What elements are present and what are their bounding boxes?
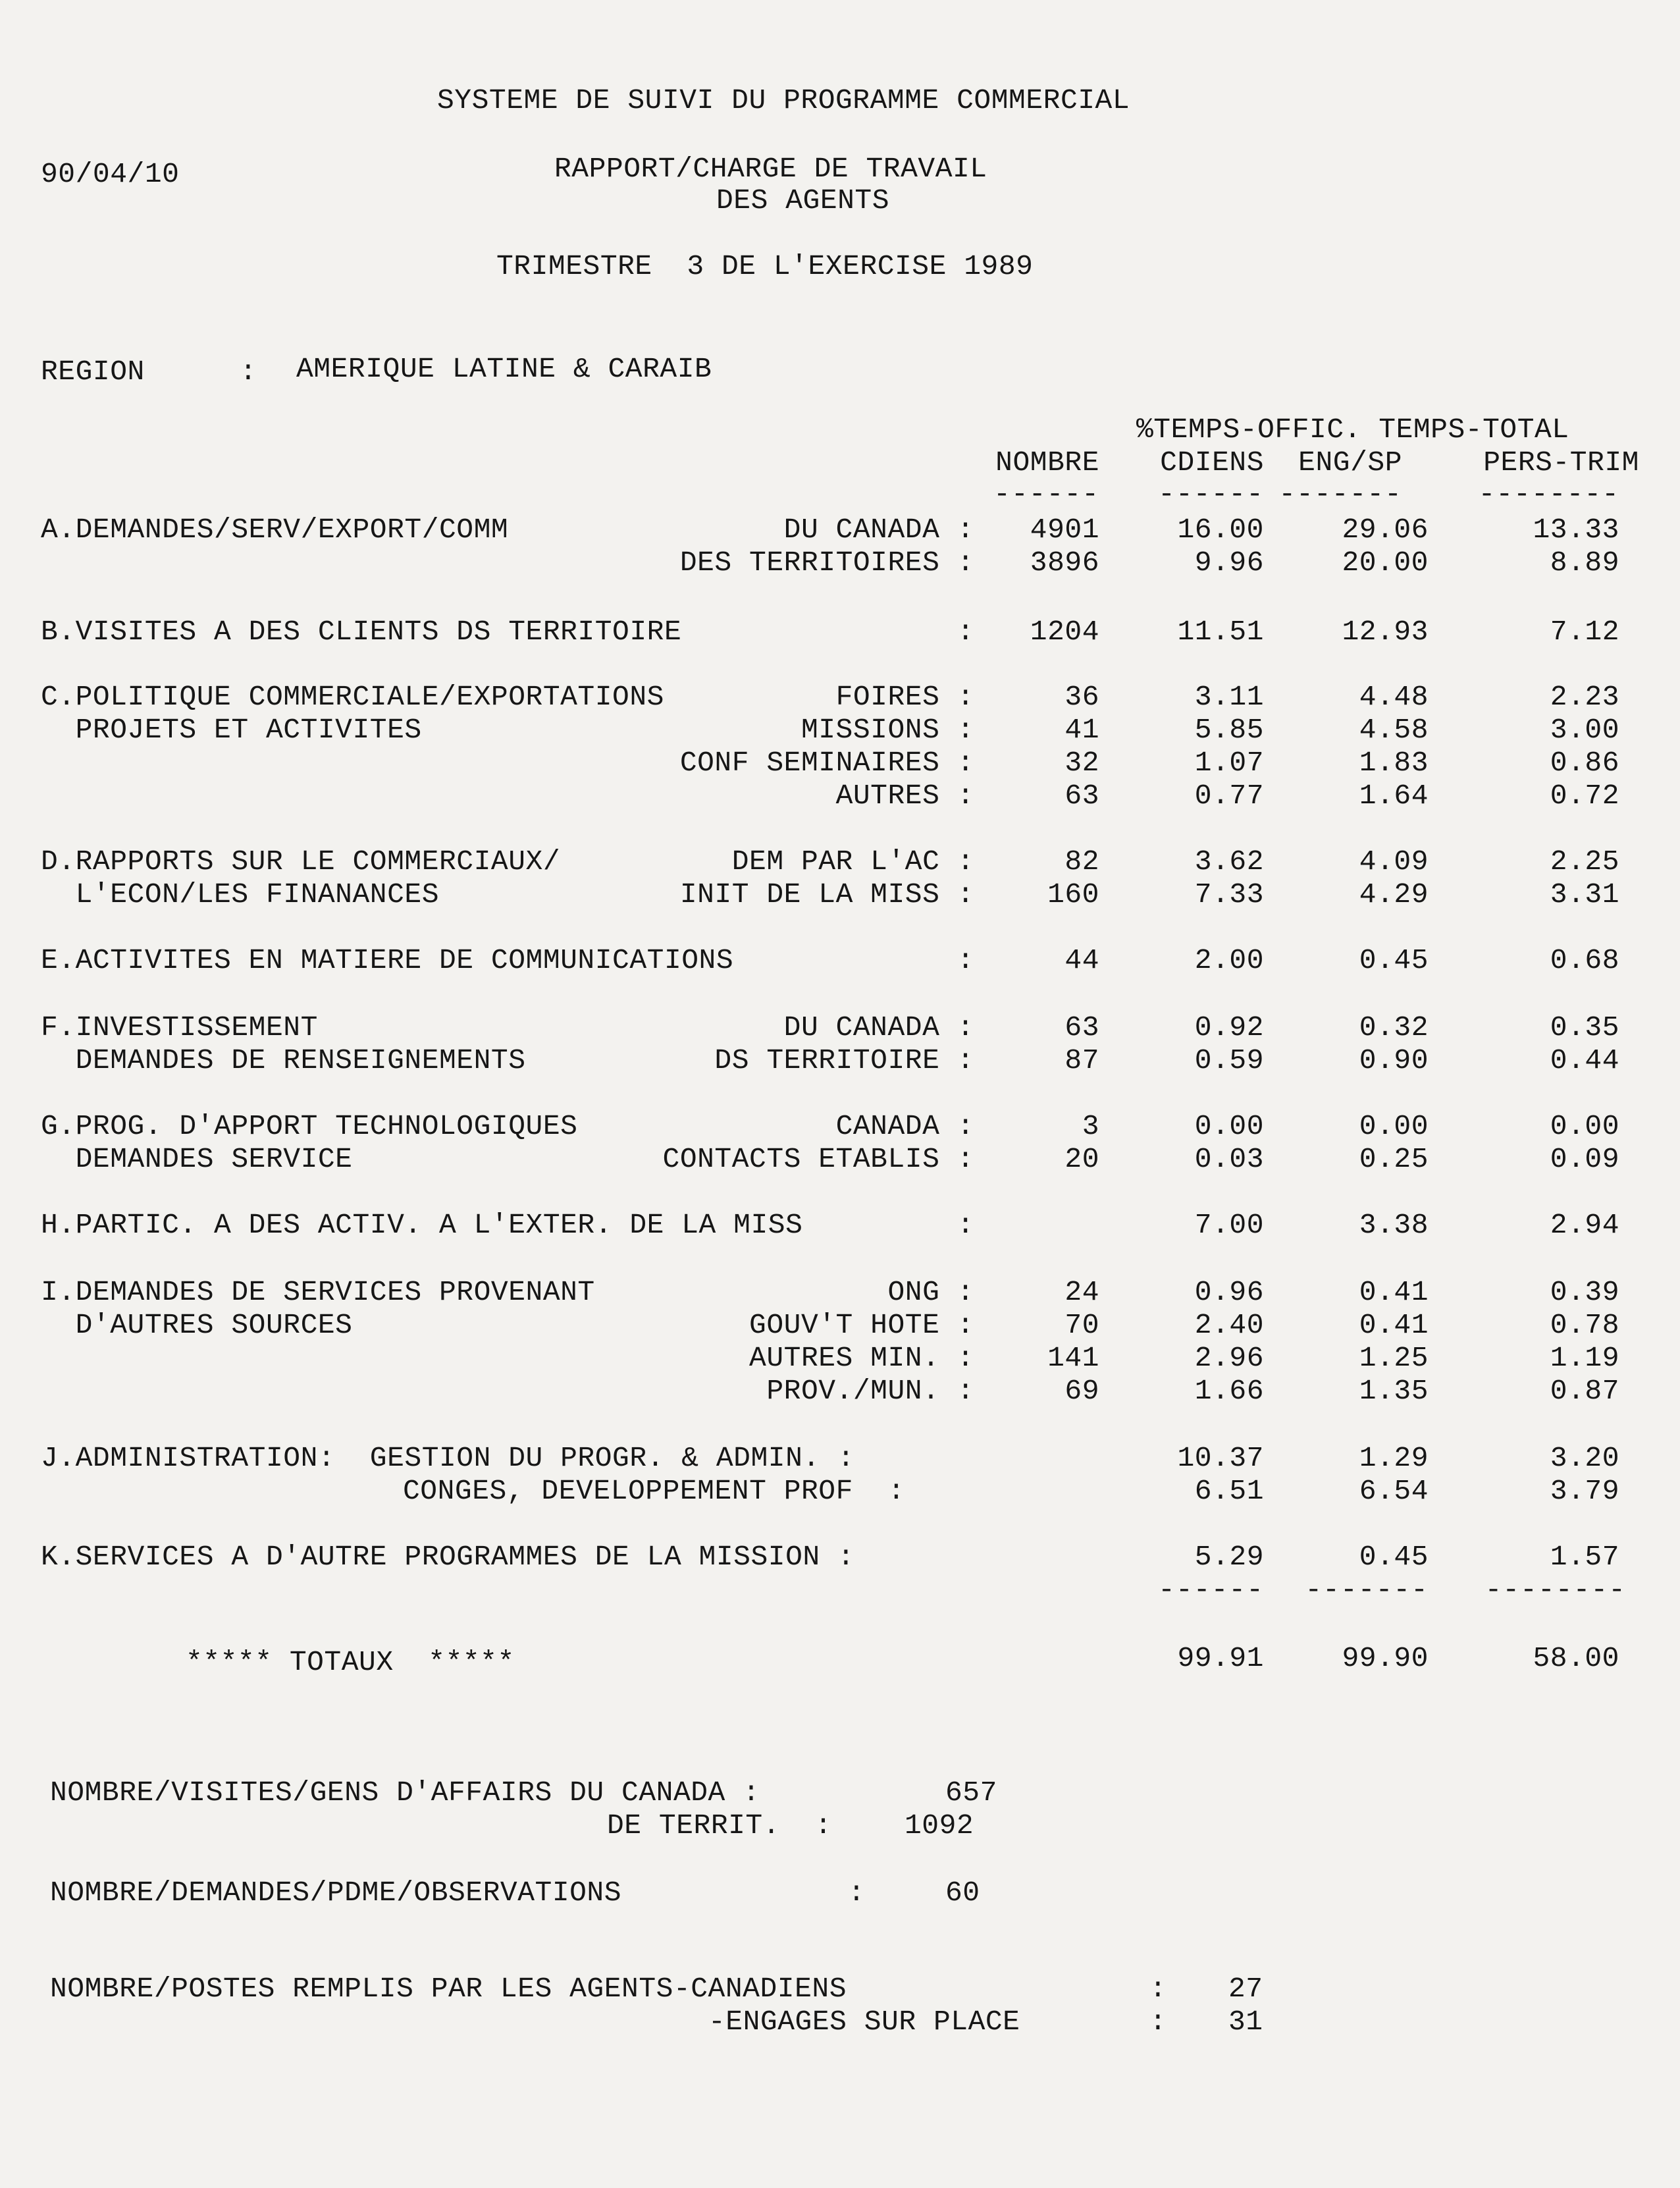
visites-territ-label: DE TERRIT. : <box>607 1809 832 1842</box>
row-eng-sp: 12.93 <box>1342 616 1429 648</box>
row-nombre: 44 <box>1064 944 1099 976</box>
region-value: AMERIQUE LATINE & CARAIB <box>296 353 712 385</box>
demandes-separator: : <box>848 1877 866 1909</box>
postes-engages-value: 31 <box>1228 2006 1263 2038</box>
row-pers-trim: 0.68 <box>1550 944 1619 976</box>
row-eng-sp: 1.64 <box>1359 780 1429 812</box>
row-eng-sp: 0.25 <box>1359 1143 1429 1175</box>
row-sublabel: GOUV'T HOTE : <box>749 1309 974 1341</box>
row-cdiens: 0.59 <box>1194 1044 1264 1077</box>
row-cdiens: 16.00 <box>1177 514 1264 546</box>
row-sublabel: CONTACTS ETABLIS : <box>662 1143 974 1175</box>
row-cdiens: 0.03 <box>1194 1143 1264 1175</box>
row-cdiens: 0.92 <box>1194 1011 1264 1044</box>
totals-rule: ------- <box>1305 1574 1429 1606</box>
row-sublabel: AUTRES : <box>835 780 974 812</box>
row-pers-trim: 0.09 <box>1550 1143 1619 1175</box>
report-title-line2: DES AGENTS <box>716 184 890 217</box>
row-eng-sp: 0.45 <box>1359 944 1429 976</box>
row-nombre: 1204 <box>1030 616 1099 648</box>
column-eng-sp: ENG/SP <box>1298 446 1402 479</box>
row-pers-trim: 0.35 <box>1550 1011 1619 1044</box>
column-pers-trim: PERS-TRIM <box>1483 446 1639 479</box>
demandes-value: 60 <box>945 1877 980 1909</box>
visites-label: NOMBRE/VISITES/GENS D'AFFAIRS DU CANADA : <box>50 1776 760 1809</box>
row-sublabel: DEM PAR L'AC : <box>731 845 974 878</box>
row-pers-trim: 1.19 <box>1550 1342 1619 1374</box>
column-underline: -------- <box>1478 478 1619 510</box>
row-label: J.ADMINISTRATION: GESTION DU PROGR. & ADMIN. : <box>41 1442 855 1474</box>
row-eng-sp: 1.29 <box>1359 1442 1429 1474</box>
row-label: K.SERVICES A D'AUTRE PROGRAMMES DE LA MISSION : <box>41 1541 855 1573</box>
row-eng-sp: 4.48 <box>1359 681 1429 713</box>
row-sublabel: AUTRES MIN. : <box>749 1342 974 1374</box>
row-pers-trim: 0.87 <box>1550 1375 1619 1407</box>
row-eng-sp: 3.38 <box>1359 1209 1429 1241</box>
column-nombre: NOMBRE <box>995 446 1099 479</box>
row-cdiens: 10.37 <box>1177 1442 1264 1474</box>
row-label: PROJETS ET ACTIVITES <box>41 714 422 746</box>
row-cdiens: 0.00 <box>1194 1110 1264 1142</box>
row-cdiens: 0.77 <box>1194 780 1264 812</box>
column-cdiens: CDIENS <box>1160 446 1264 479</box>
row-sublabel: ONG : <box>887 1276 974 1308</box>
row-nombre: 63 <box>1064 1011 1099 1044</box>
row-label: B.VISITES A DES CLIENTS DS TERRITOIRE <box>41 616 682 648</box>
row-pers-trim: 0.00 <box>1550 1110 1619 1142</box>
row-nombre: 3896 <box>1030 547 1099 579</box>
column-underline: ------ <box>993 478 1099 510</box>
row-pers-trim: 2.94 <box>1550 1209 1619 1241</box>
totals-rule: ------ <box>1158 1574 1264 1606</box>
row-label: I.DEMANDES DE SERVICES PROVENANT <box>41 1276 595 1308</box>
row-pers-trim: 1.57 <box>1550 1541 1619 1573</box>
row-eng-sp: 6.54 <box>1359 1475 1429 1507</box>
row-pers-trim: 0.78 <box>1550 1309 1619 1341</box>
row-nombre: 69 <box>1064 1375 1099 1407</box>
row-nombre: 160 <box>1047 878 1099 911</box>
row-sublabel: DU CANADA : <box>783 1011 974 1044</box>
row-cdiens: 2.00 <box>1194 944 1264 976</box>
row-nombre: 32 <box>1064 747 1099 779</box>
row-sublabel: CANADA : <box>835 1110 974 1142</box>
row-eng-sp: 0.00 <box>1359 1110 1429 1142</box>
postes-canadiens-value: 27 <box>1228 1973 1263 2005</box>
row-label: E.ACTIVITES EN MATIERE DE COMMUNICATIONS <box>41 944 734 976</box>
row-pers-trim: 3.20 <box>1550 1442 1619 1474</box>
row-nombre: 4901 <box>1030 514 1099 546</box>
region-separator: : <box>240 356 257 388</box>
row-nombre: 24 <box>1064 1276 1099 1308</box>
row-sublabel: DS TERRITOIRE : <box>714 1044 974 1077</box>
totals-label: ***** TOTAUX ***** <box>186 1646 515 1678</box>
row-eng-sp: 0.41 <box>1359 1276 1429 1308</box>
row-cdiens: 0.96 <box>1194 1276 1264 1308</box>
row-cdiens: 7.00 <box>1194 1209 1264 1241</box>
row-cdiens: 3.11 <box>1194 681 1264 713</box>
row-nombre: 141 <box>1047 1342 1099 1374</box>
row-cdiens: 6.51 <box>1194 1475 1264 1507</box>
row-cdiens: 5.85 <box>1194 714 1264 746</box>
row-sublabel: DES TERRITOIRES : <box>679 547 974 579</box>
row-nombre: 82 <box>1064 845 1099 878</box>
row-eng-sp: 4.29 <box>1359 878 1429 911</box>
row-pers-trim: 13.33 <box>1533 514 1619 546</box>
row-label: F.INVESTISSEMENT <box>41 1011 318 1044</box>
system-title: SYSTEME DE SUIVI DU PROGRAMME COMMERCIAL <box>437 84 1130 117</box>
column-underline: ------ <box>1158 478 1264 510</box>
totals-eng-sp: 99.90 <box>1342 1642 1429 1674</box>
row-pers-trim: 3.79 <box>1550 1475 1619 1507</box>
row-sublabel: PROV./MUN. : <box>766 1375 974 1407</box>
period: TRIMESTRE 3 DE L'EXERCISE 1989 <box>496 250 1034 282</box>
row-sublabel: INIT DE LA MISS : <box>679 878 974 911</box>
column-group-header: %TEMPS-OFFIC. TEMPS-TOTAL <box>1136 414 1569 446</box>
row-nombre: 3 <box>1082 1110 1099 1142</box>
row-eng-sp: 1.25 <box>1359 1342 1429 1374</box>
row-sublabel: DU CANADA : <box>783 514 974 546</box>
row-eng-sp: 0.45 <box>1359 1541 1429 1573</box>
row-eng-sp: 1.35 <box>1359 1375 1429 1407</box>
row-cdiens: 2.96 <box>1194 1342 1264 1374</box>
row-pers-trim: 8.89 <box>1550 547 1619 579</box>
row-pers-trim: 2.23 <box>1550 681 1619 713</box>
row-nombre: 70 <box>1064 1309 1099 1341</box>
demandes-label: NOMBRE/DEMANDES/PDME/OBSERVATIONS <box>50 1877 622 1909</box>
row-eng-sp: 1.83 <box>1359 747 1429 779</box>
row-cdiens: 7.33 <box>1194 878 1264 911</box>
row-cdiens: 3.62 <box>1194 845 1264 878</box>
row-eng-sp: 20.00 <box>1342 547 1429 579</box>
row-cdiens: 9.96 <box>1194 547 1264 579</box>
totals-pers-trim: 58.00 <box>1533 1642 1619 1674</box>
row-label: D.RAPPORTS SUR LE COMMERCIAUX/ <box>41 845 561 878</box>
row-label: L'ECON/LES FINANANCES <box>41 878 439 911</box>
report-title: RAPPORT/CHARGE DE TRAVAIL <box>554 153 987 185</box>
row-pers-trim: 0.72 <box>1550 780 1619 812</box>
row-label: A.DEMANDES/SERV/EXPORT/COMM <box>41 514 509 546</box>
row-label: DEMANDES SERVICE <box>41 1143 353 1175</box>
postes-separator: : <box>1149 1973 1167 2005</box>
row-label: G.PROG. D'APPORT TECHNOLOGIQUES <box>41 1110 578 1142</box>
row-eng-sp: 0.41 <box>1359 1309 1429 1341</box>
row-cdiens: 1.07 <box>1194 747 1264 779</box>
region-label: REGION <box>41 356 145 388</box>
row-eng-sp: 4.09 <box>1359 845 1429 878</box>
row-pers-trim: 3.00 <box>1550 714 1619 746</box>
postes-label: NOMBRE/POSTES REMPLIS PAR LES AGENTS-CANADIENS <box>50 1973 847 2005</box>
row-pers-trim: 7.12 <box>1550 616 1619 648</box>
row-label: H.PARTIC. A DES ACTIV. A L'EXTER. DE LA MISS <box>41 1209 803 1241</box>
row-eng-sp: 4.58 <box>1359 714 1429 746</box>
row-nombre: 36 <box>1064 681 1099 713</box>
row-nombre: 87 <box>1064 1044 1099 1077</box>
row-sublabel: CONGES, DEVELOPPEMENT PROF : <box>403 1475 905 1507</box>
visites-canada-value: 657 <box>945 1776 997 1809</box>
row-sublabel: : <box>957 944 974 976</box>
report-date: 90/04/10 <box>41 158 180 190</box>
row-label: D'AUTRES SOURCES <box>41 1309 353 1341</box>
row-cdiens: 1.66 <box>1194 1375 1264 1407</box>
row-sublabel: : <box>957 616 974 648</box>
column-underline: ------- <box>1278 478 1402 510</box>
row-label: C.POLITIQUE COMMERCIALE/EXPORTATIONS <box>41 681 664 713</box>
row-cdiens: 2.40 <box>1194 1309 1264 1341</box>
row-pers-trim: 2.25 <box>1550 845 1619 878</box>
row-cdiens: 5.29 <box>1194 1541 1264 1573</box>
totals-cdiens: 99.91 <box>1177 1642 1264 1674</box>
row-pers-trim: 0.44 <box>1550 1044 1619 1077</box>
row-nombre: 63 <box>1064 780 1099 812</box>
row-nombre: 41 <box>1064 714 1099 746</box>
row-sublabel: : <box>957 1209 974 1241</box>
row-eng-sp: 0.32 <box>1359 1011 1429 1044</box>
row-pers-trim: 3.31 <box>1550 878 1619 911</box>
postes-engages-label: -ENGAGES SUR PLACE <box>708 2006 1020 2038</box>
row-nombre: 20 <box>1064 1143 1099 1175</box>
visites-territ-value: 1092 <box>905 1809 974 1842</box>
row-eng-sp: 29.06 <box>1342 514 1429 546</box>
postes-separator: : <box>1149 2006 1167 2038</box>
row-cdiens: 11.51 <box>1177 616 1264 648</box>
totals-rule: -------- <box>1484 1574 1626 1606</box>
row-sublabel: FOIRES : <box>835 681 974 713</box>
row-eng-sp: 0.90 <box>1359 1044 1429 1077</box>
row-pers-trim: 0.86 <box>1550 747 1619 779</box>
row-sublabel: CONF SEMINAIRES : <box>679 747 974 779</box>
row-pers-trim: 0.39 <box>1550 1276 1619 1308</box>
row-label: DEMANDES DE RENSEIGNEMENTS <box>41 1044 526 1077</box>
row-sublabel: MISSIONS : <box>801 714 974 746</box>
